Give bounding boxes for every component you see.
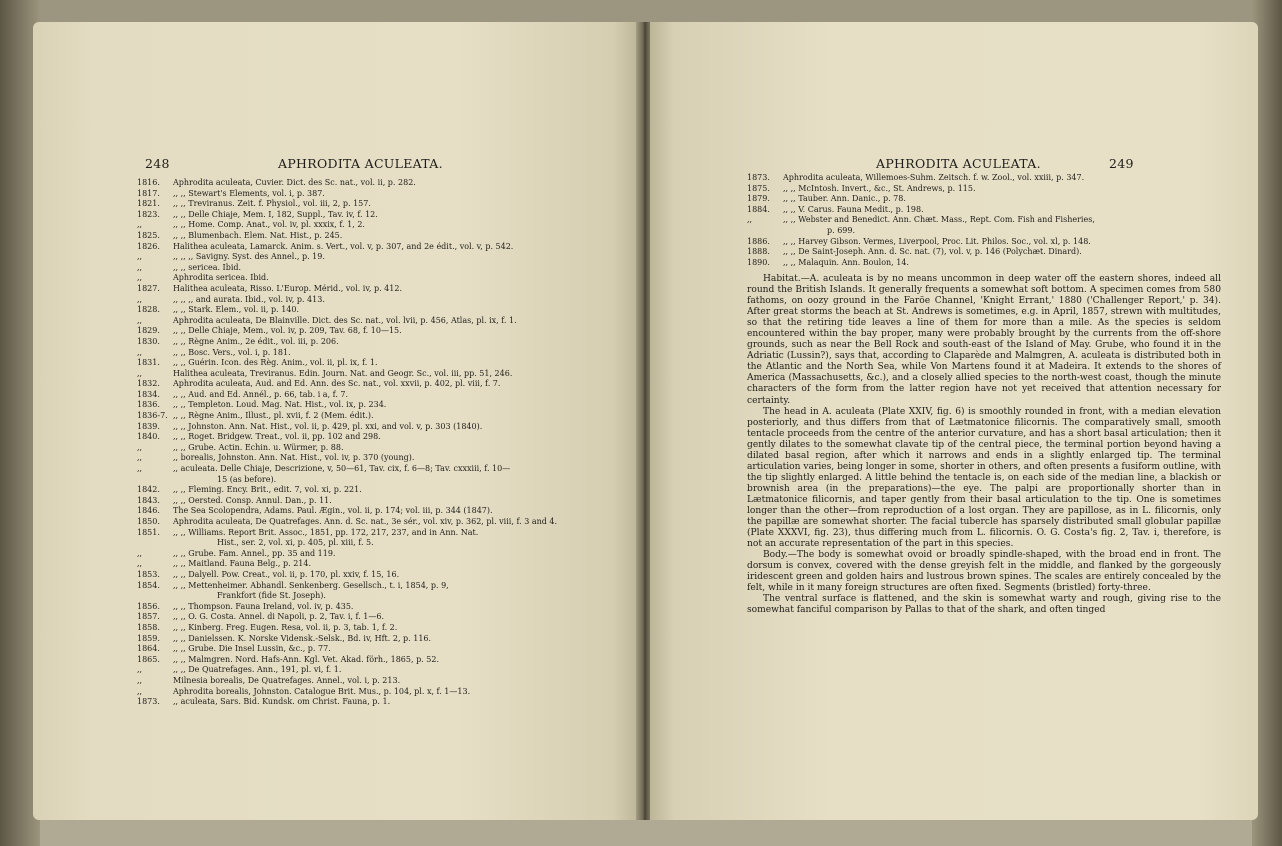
reference-text: Milnesia borealis, De Quatrefages. Annel., vol. i, p. 213. bbox=[173, 675, 401, 685]
reference-year: ,, bbox=[137, 548, 143, 558]
reference-text: ,, ,, Tauber. Ann. Danic., p. 78. bbox=[783, 194, 906, 204]
reference-entry bbox=[137, 602, 607, 613]
reference-text: 15 (as before). bbox=[217, 474, 277, 484]
reference-entry bbox=[747, 205, 1217, 216]
reference-year: ,, bbox=[747, 215, 753, 225]
reference-text: ,, ,, Aud. and Ed. Annél., p. 66, tab. i a, f. 7. bbox=[173, 389, 349, 399]
reference-year: ,, bbox=[137, 273, 143, 283]
reference-year: 1829. bbox=[137, 326, 160, 336]
reference-text: ,, ,, Delle Chiaje, Mem., vol. iv, p. 209, Tav. 68, f. 10—15. bbox=[173, 326, 402, 336]
reference-entry bbox=[137, 443, 607, 454]
reference-text: ,, ,, Danielssen. K. Norske Vidensk.-Selsk., Bd. iv, Hft. 2, p. 116. bbox=[173, 633, 432, 643]
reference-year: 1831. bbox=[137, 358, 160, 368]
reference-entry bbox=[747, 184, 1217, 195]
synonymy-list bbox=[137, 178, 607, 708]
paragraph: The head in A. aculeata (Plate XXIV, fig. 6) is smoothly rounded in front, with a median elevation posteriorly, and thus differs from that of Lætmatonice filicornis. The comparatively small, smooth tentacle proceeds from the centre of the anterior curvature, and has a short basal articulation; then it gently dilates to the somewhat clavate tip of the central piece, the terminal portion beyond having a dilated basal region, after which it narrows and ends in a slightly enlarged tip. The terminal articulation varies, being longer in some, shorter in others, and often presents a fusiform outline, with the tip slightly enlarged. A little behind the tentacle is, on each side of the median line, a blackish or brownish area (in the preparations)—the eye. The palpi are proportionally shorter than in Lætmatonice filicornis, and taper gently from their basal articulation to the tip. One is sometimes longer than the other—from reproduction of a lost organ. They are papillose, as in L. filicornis, only the papillæ are somewhat shorter. The facial tubercle has sparsely distributed small globular papillæ (Plate XXXVI, fig. 23), thus differing much from L. filicornis. O. G. Costa's fig. 2, Tav. i, therefore, is not an accurate representation of the part in this species. bbox=[747, 406, 1221, 550]
reference-text: ,, ,, Bosc. Vers., vol. i, p. 181. bbox=[173, 347, 291, 357]
page-number: 248 bbox=[145, 156, 170, 171]
reference-year: 1817. bbox=[137, 188, 160, 198]
reference-year: 1823. bbox=[137, 209, 160, 219]
reference-text: Aphrodita aculeata, Aud. and Ed. Ann. des Sc. nat., vol. xxvii, p. 402, pl. viii, f. 7. bbox=[173, 379, 501, 389]
reference-text: ,, ,, Maitland. Fauna Belg., p. 214. bbox=[173, 559, 312, 569]
reference-entry bbox=[137, 549, 607, 560]
reference-year: 1825. bbox=[137, 230, 160, 240]
reference-text: ,, ,, Home. Comp. Anat., vol. iv, pl. xxxix, f. 1, 2. bbox=[173, 220, 365, 230]
reference-text: Hist., ser. 2, vol. xi, p. 405, pl. xiii, f. 5. bbox=[217, 538, 374, 548]
reference-entry bbox=[747, 226, 1217, 237]
reference-text: ,, ,, Stewart's Elements, vol. i, p. 387. bbox=[173, 188, 325, 198]
reference-text: ,, ,, Dalyell. Pow. Creat., vol. ii, p. 170, pl. xxiv, f. 15, 16. bbox=[173, 569, 400, 579]
reference-text: Halithea aculeata, Lamarck. Anim. s. Vert., vol. v, p. 307, and 2e édit., vol. v, p. 542. bbox=[173, 241, 514, 251]
reference-entry bbox=[747, 173, 1217, 184]
reference-text: Aphrodita aculeata, De Quatrefages. Ann. d. Sc. nat., 3e sér., vol. xiv, p. 362, pl. viii, f. 3 and 4. bbox=[173, 517, 558, 526]
reference-year: 1846. bbox=[137, 506, 160, 516]
reference-text: Aphrodita aculeata, De Blainville. Dict. des Sc. nat., vol. lvii, p. 456, Atlas, pl. ix, f. 1. bbox=[173, 315, 517, 325]
page-number: 249 bbox=[1109, 156, 1134, 171]
reference-year: 1873. bbox=[137, 697, 160, 707]
reference-entry bbox=[137, 284, 607, 295]
reference-entry bbox=[137, 199, 607, 210]
reference-year: 1839. bbox=[137, 421, 160, 431]
reference-entry bbox=[137, 475, 607, 486]
reference-text: ,, ,, Johnston. Ann. Nat. Hist., vol. ii, p. 429, pl. xxi, and vol. v, p. 303 (1840). bbox=[173, 421, 483, 431]
reference-year: ,, bbox=[137, 368, 143, 378]
reference-text: The Sea Scolopendra, Adams. Paul. Ægin., vol. ii, p. 174; vol. iii, p. 344 (1847). bbox=[173, 506, 493, 516]
reference-text: Aphrodita aculeata, Cuvier. Dict. des Sc. nat., vol. ii, p. 282. bbox=[173, 178, 416, 187]
reference-year: 1828. bbox=[137, 305, 160, 315]
reference-entry bbox=[137, 570, 607, 581]
reference-text: Halithea aculeata, Treviranus. Edin. Journ. Nat. and Geogr. Sc., vol. iii, pp. 51, 246. bbox=[173, 368, 513, 378]
reference-entry bbox=[137, 644, 607, 655]
reference-entry bbox=[137, 358, 607, 369]
reference-entry bbox=[747, 237, 1217, 248]
reference-text: ,, ,, Roget. Bridgew. Treat., vol. ii, pp. 102 and 298. bbox=[173, 432, 381, 442]
reference-entry bbox=[137, 591, 607, 602]
reference-year: 1834. bbox=[137, 389, 160, 399]
reference-text: Frankfort (fide St. Joseph). bbox=[217, 591, 326, 601]
reference-text: ,, ,, Delle Chiaje, Mem. I, 182, Suppl., Tav. iv, f. 12. bbox=[173, 209, 378, 219]
body-text bbox=[747, 274, 1221, 616]
reference-entry bbox=[137, 273, 607, 284]
reference-entry bbox=[137, 390, 607, 401]
reference-text: ,, ,, Thompson. Fauna Ireland, vol. iv, p. 435. bbox=[173, 601, 354, 611]
reference-entry bbox=[137, 210, 607, 221]
reference-year: 1851. bbox=[137, 527, 160, 537]
reference-year: 1879. bbox=[747, 194, 770, 204]
reference-year: ,, bbox=[137, 464, 143, 474]
reference-entry bbox=[137, 665, 607, 676]
reference-entry bbox=[137, 655, 607, 666]
reference-entry bbox=[747, 247, 1217, 258]
running-title: APHRODITA ACULEATA. bbox=[278, 156, 443, 171]
reference-entry bbox=[137, 422, 607, 433]
reference-year: ,, bbox=[137, 453, 143, 463]
reference-text: ,, borealis, Johnston. Ann. Nat. Hist., vol. iv, p. 370 (young). bbox=[173, 453, 415, 463]
reference-entry bbox=[747, 258, 1217, 269]
reference-entry bbox=[137, 676, 607, 687]
running-title: APHRODITA ACULEATA. bbox=[876, 156, 1041, 171]
reference-year: 1850. bbox=[137, 517, 160, 526]
reference-year: 1842. bbox=[137, 485, 160, 495]
reference-text: ,, ,, Grube. Actin. Echin. u. Würmer, p. 88. bbox=[173, 442, 344, 452]
reference-year: 1888. bbox=[747, 247, 770, 257]
reference-entry bbox=[137, 305, 607, 316]
reference-year: ,, bbox=[137, 559, 143, 569]
synonymy-list bbox=[747, 173, 1217, 268]
reference-year: 1865. bbox=[137, 654, 160, 664]
reference-text: ,, ,, ,, Savigny. Syst. des Annel., p. 19. bbox=[173, 252, 325, 262]
reference-text: ,, ,, Treviranus. Zeit. f. Physiol., vol. iii, 2, p. 157. bbox=[173, 199, 371, 209]
reference-year: 1856. bbox=[137, 601, 160, 611]
paragraph: The ventral surface is flattened, and the skin is somewhat warty and rough, giving rise to the somewhat fanciful comparison by Pallas to that of the shark, and often tinged bbox=[747, 594, 1221, 616]
reference-year: 1858. bbox=[137, 622, 160, 632]
reference-year: 1821. bbox=[137, 199, 160, 209]
reference-text: p. 699. bbox=[827, 225, 856, 235]
reference-entry bbox=[137, 517, 607, 528]
reference-text: ,, aculeata, Sars. Bid. Kundsk. om Christ. Fauna, p. 1. bbox=[173, 697, 391, 707]
reference-entry bbox=[137, 634, 607, 645]
reference-entry bbox=[137, 189, 607, 200]
reference-year: ,, bbox=[137, 442, 143, 452]
reference-entry bbox=[137, 242, 607, 253]
reference-text: ,, ,, Malaquin. Ann. Boulon, 14. bbox=[783, 257, 909, 267]
reference-entry bbox=[137, 379, 607, 390]
reference-year: 1836. bbox=[137, 400, 160, 410]
reference-text: ,, ,, Oersted. Consp. Annul. Dan., p. 11. bbox=[173, 495, 332, 505]
reference-text: ,, ,, ,, and aurata. Ibid., vol. iv, p. 413. bbox=[173, 294, 325, 304]
reference-entry bbox=[137, 369, 607, 380]
reference-entry bbox=[137, 581, 607, 592]
reference-entry bbox=[137, 687, 607, 698]
reference-text: ,, ,, Harvey Gibson. Vermes, Liverpool, Proc. Lit. Philos. Soc., vol. xl, p. 148. bbox=[783, 236, 1091, 246]
reference-text: Aphrodita borealis, Johnston. Catalogue Brit. Mus., p. 104, pl. x, f. 1—13. bbox=[173, 686, 471, 696]
reference-year: 1884. bbox=[747, 204, 770, 214]
reference-year: ,, bbox=[137, 347, 143, 357]
reference-entry bbox=[137, 220, 607, 231]
reference-entry bbox=[137, 612, 607, 623]
reference-year: 1854. bbox=[137, 580, 160, 590]
reference-text: ,, ,, Règne Anim., 2e édit., vol. iii, p. 206. bbox=[173, 336, 339, 346]
reference-entry bbox=[137, 432, 607, 443]
reference-text: ,, ,, Grube. Fam. Annel., pp. 35 and 119. bbox=[173, 548, 336, 558]
reference-year: 1873. bbox=[747, 173, 770, 182]
reference-text: ,, ,, O. G. Costa. Annel. di Napoli, p. 2, Tav. i, f. 1—6. bbox=[173, 612, 384, 622]
reference-text: ,, ,, Blumenbach. Elem. Nat. Hist., p. 245. bbox=[173, 230, 343, 240]
reference-entry bbox=[137, 348, 607, 359]
reference-entry bbox=[137, 252, 607, 263]
reference-year: 1853. bbox=[137, 569, 160, 579]
reference-entry bbox=[137, 538, 607, 549]
reference-year: 1875. bbox=[747, 183, 770, 193]
reference-entry bbox=[137, 263, 607, 274]
reference-text: ,, ,, Fleming. Ency. Brit., edit. 7, vol. xi, p. 221. bbox=[173, 485, 362, 495]
reference-text: ,, ,, De Quatrefages. Ann., 191, pl. vi, f. 1. bbox=[173, 665, 342, 675]
reference-text: Halithea aculeata, Risso. L'Europ. Mérid., vol. iv, p. 412. bbox=[173, 283, 402, 293]
reference-text: ,, ,, Templeton. Loud. Mag. Nat. Hist., vol. ix, p. 234. bbox=[173, 400, 387, 410]
reference-entry bbox=[137, 559, 607, 570]
reference-entry bbox=[137, 453, 607, 464]
reference-text: ,, ,, Règne Anim., Illust., pl. xvii, f. 2 (Mem. édit.). bbox=[173, 411, 374, 421]
reference-entry bbox=[137, 326, 607, 337]
reference-year: 1826. bbox=[137, 241, 160, 251]
reference-year: 1857. bbox=[137, 612, 160, 622]
reference-year: ,, bbox=[137, 262, 143, 272]
reference-year: 1816. bbox=[137, 178, 160, 187]
reference-entry bbox=[137, 528, 607, 539]
reference-entry bbox=[137, 295, 607, 306]
reference-year: 1864. bbox=[137, 644, 160, 654]
reference-text: ,, ,, McIntosh. Invert., &c., St. Andrews, p. 115. bbox=[783, 183, 976, 193]
reference-entry bbox=[137, 485, 607, 496]
reference-entry bbox=[137, 178, 607, 189]
reference-text: Aphrodita aculeata, Willemoes-Suhm. Zeitsch. f. w. Zool., vol. xxiii, p. 347. bbox=[783, 173, 1085, 182]
reference-year: 1890. bbox=[747, 257, 770, 267]
left-page bbox=[33, 22, 637, 820]
reference-entry bbox=[137, 400, 607, 411]
reference-year: 1832. bbox=[137, 379, 160, 389]
reference-year: ,, bbox=[137, 220, 143, 230]
reference-year: ,, bbox=[137, 294, 143, 304]
paragraph: Habitat.—A. aculeata is by no means uncommon in deep water off the eastern shores, indeed all round the British Islands. It generally frequents a somewhat soft bottom. A specimen comes from 580 fathoms, on oozy ground in the Faröe Channel, 'Knight Errant,' 1880 ('Challenger Report,' p. 34). After great storms the beach at St. Andrews is sometimes, e.g. in April, 1857, strewn with multitudes, so that the retiring tide leaves a line of them for more than a mile. As the species is seldom encountered within the bay proper, many were probably brought by the currents from the off-shore grounds, such as near the Bell Rock and south-east of the Island of May. Grube, who found it in the Adriatic (Lussin?), says that, according to Claparède and Malmgren, A. aculeata is distributed both in the Atlantic and the North Sea, while Von Martens found it at Madeira. It extends to the shores of America (Massachusetts, &c.), and a closely allied species to the north-west coast, though the minute characters of the form from the latter region have not yet received that attention necessary for certainty. bbox=[747, 274, 1221, 406]
reference-text: ,, ,, Mettenheimer. Abhandl. Senkenberg. Gesellsch., t. i, 1854, p. 9, bbox=[173, 580, 449, 590]
reference-entry bbox=[137, 506, 607, 517]
reference-entry bbox=[747, 194, 1217, 205]
reference-entry bbox=[137, 623, 607, 634]
paragraph: Body.—The body is somewhat ovoid or broadly spindle-shaped, with the broad end in front. The dorsum is convex, covered with the dense greyish felt in the middle, and flanked by the gorgeously iridescent green and golden hairs and lustrous brown spines. The scales are entirely concealed by the felt, while in it many foreign structures are often fixed. Segments (bristled) forty-three. bbox=[747, 550, 1221, 594]
reference-text: ,, ,, Guérin. Icon. des Règ. Anim., vol. ii, pl. ix, f. 1. bbox=[173, 358, 378, 368]
reference-entry bbox=[137, 496, 607, 507]
reference-text: ,, ,, sericea. Ibid. bbox=[173, 262, 242, 272]
reference-year: ,, bbox=[137, 686, 143, 696]
reference-entry bbox=[137, 411, 607, 422]
reference-entry bbox=[137, 316, 607, 327]
reference-entry bbox=[137, 337, 607, 348]
reference-entry bbox=[137, 464, 607, 475]
reference-year: 1840. bbox=[137, 432, 160, 442]
reference-year: ,, bbox=[137, 665, 143, 675]
reference-year: ,, bbox=[137, 252, 143, 262]
reference-year: 1859. bbox=[137, 633, 160, 643]
reference-year: 1827. bbox=[137, 283, 160, 293]
reference-year: ,, bbox=[137, 675, 143, 685]
reference-year: ,, bbox=[137, 315, 143, 325]
right-page bbox=[650, 22, 1258, 820]
reference-year: 1836-7. bbox=[137, 411, 168, 421]
reference-text: ,, ,, Stark. Elem., vol. ii, p. 140. bbox=[173, 305, 300, 315]
reference-text: ,, ,, Williams. Report Brit. Assoc., 1851, pp. 172, 217, 237, and in Ann. Nat. bbox=[173, 527, 479, 537]
reference-entry bbox=[747, 215, 1217, 226]
reference-text: ,, ,, V. Carus. Fauna Medit., p. 198. bbox=[783, 204, 924, 214]
reference-text: ,, ,, Grube. Die Insel Lussin, &c., p. 77. bbox=[173, 644, 331, 654]
reference-year: 1843. bbox=[137, 495, 160, 505]
reference-entry bbox=[137, 697, 607, 708]
reference-year: 1886. bbox=[747, 236, 770, 246]
reference-entry bbox=[137, 231, 607, 242]
reference-year: 1830. bbox=[137, 336, 160, 346]
reference-text: ,, ,, Webster and Benedict. Ann. Chæt. Mass., Rept. Com. Fish and Fisheries, bbox=[783, 215, 1095, 225]
reference-text: ,, ,, De Saint-Joseph. Ann. d. Sc. nat. (7), vol. v, p. 146 (Polychæt. Dinard). bbox=[783, 247, 1082, 257]
reference-text: ,, ,, Malmgren. Nord. Hafs-Ann. Kgl. Vet. Akad. förh., 1865, p. 52. bbox=[173, 654, 439, 664]
reference-text: ,, aculeata. Delle Chiaje, Descrizione, v, 50—61, Tav. cix, f. 6—8; Tav. cxxxiii, f. 10— bbox=[173, 464, 511, 474]
reference-text: ,, ,, Kinberg. Freg. Eugen. Resa, vol. ii, p. 3, tab. 1, f. 2. bbox=[173, 622, 398, 632]
reference-text: Aphrodita sericea. Ibid. bbox=[173, 273, 269, 283]
